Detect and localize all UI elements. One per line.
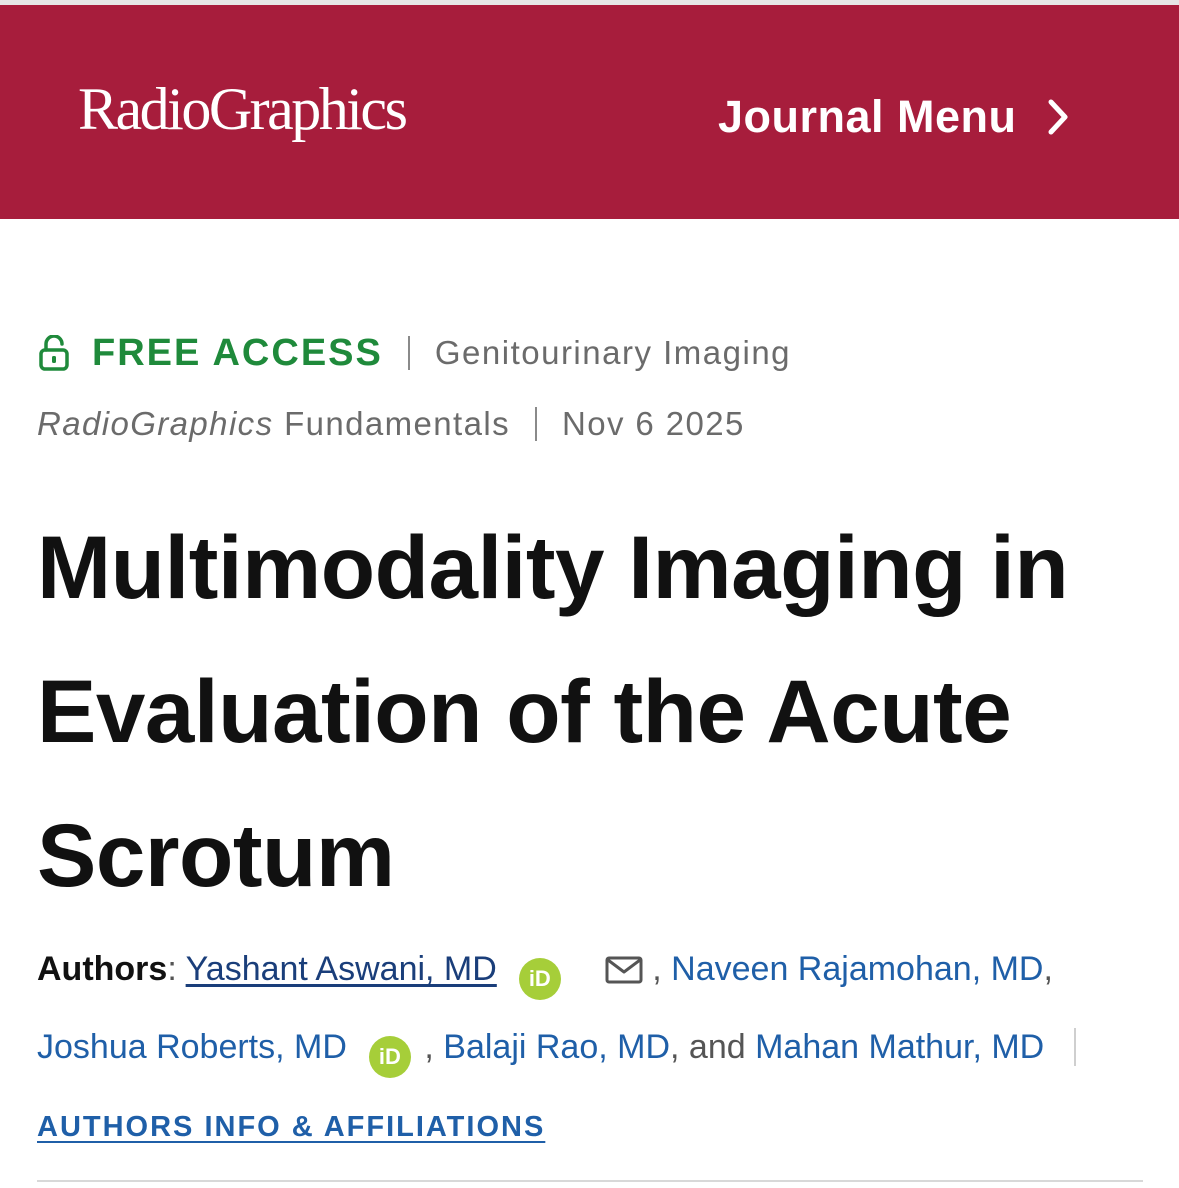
authors-label: Authors	[37, 950, 168, 988]
author-comma: ,	[424, 1028, 434, 1066]
lock-open-icon	[38, 335, 70, 371]
chevron-right-icon	[1047, 99, 1069, 135]
authors-colon: :	[167, 950, 177, 988]
author-comma: ,	[1043, 950, 1053, 988]
separator	[1074, 1028, 1076, 1066]
orcid-icon[interactable]: iD	[519, 958, 561, 1000]
publication-date: Nov 6 2025	[561, 405, 745, 442]
publication-line	[37, 401, 745, 447]
article-category[interactable]: Genitourinary Imaging	[434, 334, 792, 371]
divider	[37, 1180, 1143, 1182]
author-link[interactable]: Balaji Rao, MD	[443, 1028, 671, 1066]
authors-info-affiliations-link[interactable]: AUTHORS INFO & AFFILIATIONS	[37, 1111, 546, 1143]
access-line	[38, 330, 791, 376]
site-header	[0, 5, 1179, 219]
author-list	[37, 930, 1147, 1166]
author-link[interactable]: Yashant Aswani, MD	[185, 950, 497, 988]
journal-name: RadioGraphics	[37, 405, 274, 442]
journal-menu-button[interactable]	[718, 89, 1069, 145]
author-comma: ,	[652, 950, 662, 988]
author-link[interactable]: Naveen Rajamohan, MD	[671, 950, 1044, 988]
mail-icon[interactable]	[605, 956, 643, 984]
author-and: , and	[670, 1028, 746, 1066]
brand-logo[interactable]: RadioGraphics	[78, 76, 406, 142]
series-name: Fundamentals	[284, 405, 510, 442]
separator	[408, 336, 410, 370]
author-link[interactable]: Joshua Roberts, MD	[37, 1028, 347, 1066]
free-access-badge: FREE ACCESS	[92, 331, 383, 374]
author-link[interactable]: Mahan Mathur, MD	[755, 1028, 1045, 1066]
orcid-icon[interactable]: iD	[369, 1036, 411, 1078]
separator	[535, 407, 537, 441]
journal-menu-label: Journal Menu	[718, 91, 1017, 142]
article-title: Multimodality Imaging in Evaluation of the Acute Scrotum	[37, 517, 1069, 905]
